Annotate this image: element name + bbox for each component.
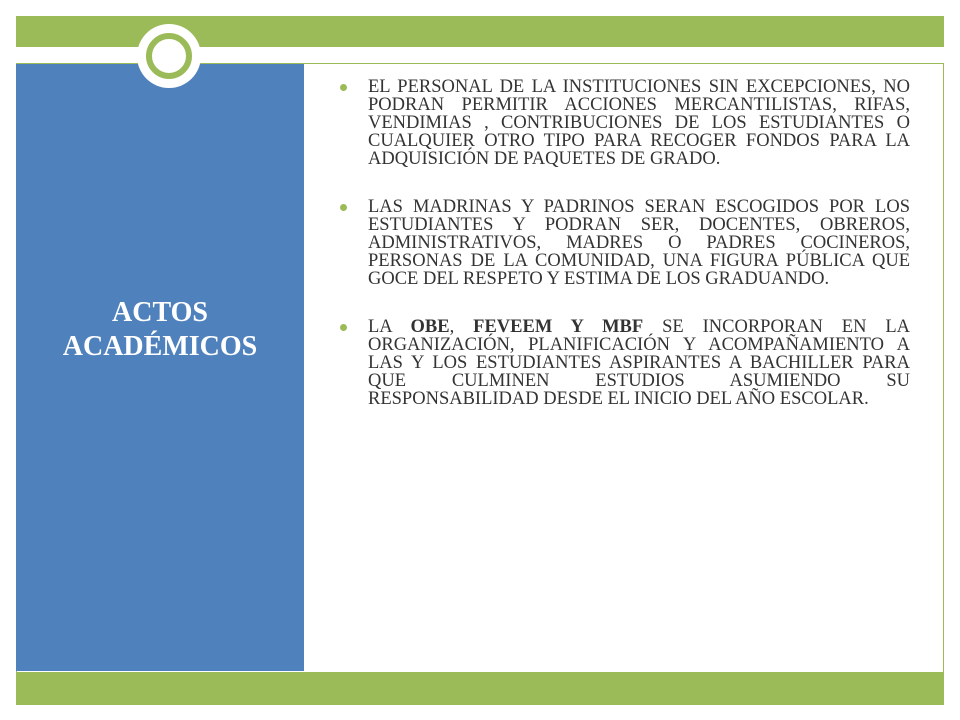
bottom-accent-bar	[16, 672, 944, 705]
text-prefix: LA	[368, 317, 411, 337]
circle-ring-inner	[146, 33, 192, 79]
list-item-text: EL PERSONAL DE LA INSTITUCIONES SIN EXCEPCIONES, NO PODRAN PERMITIR ACCIONES MERCANTILISTAS, RIFAS, VENDIMIAS , CONTRIBUCIONES DE LOS ESTUDIANTES O CUALQUIER OTRO TIPO PARA RECOGER FONDOS PARA LA ADQUISICIÓN DE PAQUETES DE GRADO.	[368, 77, 910, 169]
side-title-line2: ACADÉMICOS	[62, 331, 258, 362]
list-item	[340, 318, 910, 408]
bullet-icon	[340, 324, 347, 331]
text-rest: SE INCORPORAN EN LA ORGANIZACIÓN, PLANIFICACIÓN Y ACOMPAÑAMIENTO A LAS Y LOS ESTUDIANTES ASPIRANTES A BACHILLER PARA QUE CULMINEN ESTUDIOS ASUMIENDO SU RESPONSABILIDAD DESDE EL INICIO DEL AÑO ESCOLAR.	[368, 317, 910, 409]
text-separator: ,	[449, 317, 474, 337]
bullet-icon	[340, 204, 347, 211]
bold-text-obe: OBE	[410, 317, 450, 337]
bold-text-feveem-mbf: FEVEEM Y MBF	[473, 317, 644, 337]
bullet-icon	[340, 84, 347, 91]
list-item-text: LAS MADRINAS Y PADRINOS SERAN ESCOGIDOS POR LOS ESTUDIANTES Y PODRAN SER, DOCENTES, OBREROS, ADMINISTRATIVOS, MADRES O PADRES COCINEROS, PERSONAS DE LA COMUNIDAD, UNA FIGURA PÚBLICA QUE GOCE DEL RESPETO Y ESTIMA DE LOS GRADUANDO.	[368, 197, 910, 289]
bullet-list	[340, 78, 910, 438]
list-item	[340, 78, 910, 168]
list-item-text	[368, 318, 910, 408]
circle-ring-icon	[137, 24, 201, 88]
list-item	[340, 198, 910, 288]
side-title-line1: ACTOS	[112, 297, 208, 328]
side-panel	[16, 64, 304, 671]
side-title	[16, 296, 304, 364]
